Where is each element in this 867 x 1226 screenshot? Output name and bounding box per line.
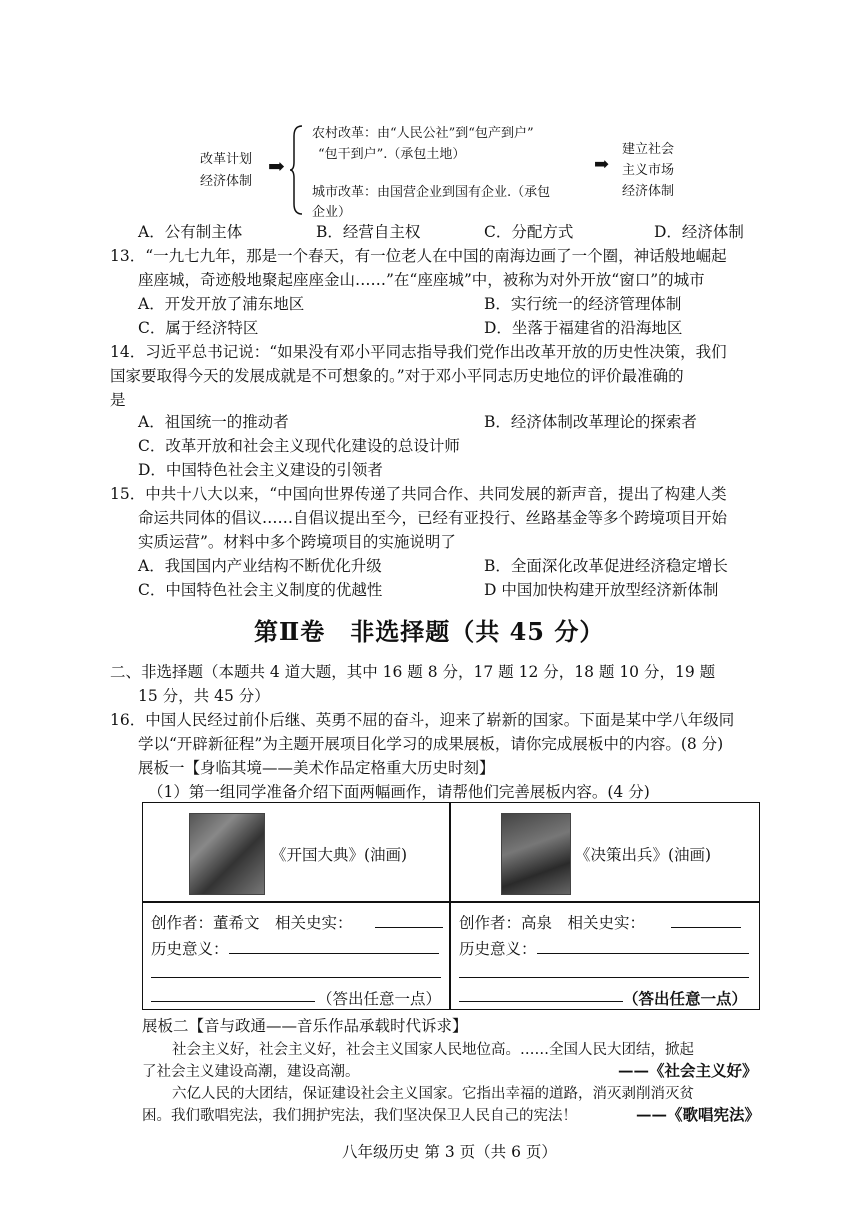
diagram-urban-2: 企业） <box>312 205 352 220</box>
fact-2-blank[interactable] <box>671 913 741 928</box>
diagram-rural-1: 农村改革：由“人民公社”到“包产到户” <box>312 126 534 141</box>
fact-1-blank[interactable] <box>375 913 443 928</box>
q15-line1: 15．中共十八大以来，“中国向世界传递了共同合作、共同发展的新声音，提出了构建人类 <box>110 485 727 503</box>
q16-board1: 展板一【身临其境——美术作品定格重大历史时刻】 <box>138 759 495 777</box>
meaning-1-blank[interactable] <box>229 939 439 954</box>
painting-1-title: 《开国大典》(油画) <box>271 846 408 864</box>
section-title: 第Ⅱ卷 非选择题（共 45 分） <box>254 617 605 646</box>
song1-line1: 社会主义好，社会主义好，社会主义国家人民地位高。……全国人民大团结，掀起 <box>172 1042 694 1058</box>
q15-option-d: D 中国加快构建开放型经济新体制 <box>484 581 719 599</box>
q12-option-d: D．经济体制 <box>654 223 744 241</box>
q13-option-d: D．坐落于福建省的沿海地区 <box>484 319 683 337</box>
q12-option-b: B．经营自主权 <box>316 223 421 241</box>
painting-table <box>142 802 760 1010</box>
note-2: （答出任意一点） <box>623 989 748 1008</box>
meaning-2-blank-3[interactable] <box>459 987 623 1002</box>
q15-option-a: A．我国国内产业结构不断优化升级 <box>138 557 382 575</box>
q14-option-c: C．改革开放和社会主义现代化建设的总设计师 <box>138 437 460 455</box>
q16-line1: 16．中国人民经过前仆后继、英勇不屈的奋斗，迎来了崭新的国家。下面是某中学八年级同 <box>110 711 735 729</box>
diagram-right-label-3: 经济体制 <box>622 184 675 199</box>
q14-option-d: D．中国特色社会主义建设的引领者 <box>138 461 383 479</box>
creator-1-label: 创作者：董希文 相关史实： <box>151 914 353 932</box>
q15-option-b: B．全面深化改革促进经济稳定增长 <box>484 557 728 575</box>
q12-option-c: C．分配方式 <box>484 223 574 241</box>
meaning-1-blank-2[interactable] <box>151 963 441 978</box>
song1-title: ——《社会主义好》 <box>618 1061 758 1080</box>
q14-line2: 国家要取得今天的发展成就是不可想象的。”对于邓小平同志历史地位的评价最准确的 <box>110 367 684 385</box>
q13-line2: 座座城，奇迹般地聚起座座金山……”在“座座城”中，被称为对外开放“窗口”的城市 <box>138 271 705 289</box>
q13-line1: 13．“一九七九年，那是一个春天，有一位老人在中国的南海边画了一个圈，神话般地崛起 <box>110 247 727 265</box>
page-footer: 八年级历史 第 3 页（共 6 页） <box>342 1143 557 1161</box>
diagram-urban-1: 城市改革：由国营企业到国有企业.（承包 <box>312 185 551 200</box>
diagram-right-label-1: 建立社会 <box>622 142 675 157</box>
diagram-right-label-2: 主义市场 <box>622 163 675 178</box>
q13-option-a: A．开发开放了浦东地区 <box>138 295 305 313</box>
meaning-2-blank-2[interactable] <box>459 963 749 978</box>
q16-sub1: （1）第一组同学准备介绍下面两幅画作，请帮他们完善展板内容。(4 分) <box>148 783 650 801</box>
arrow-right-icon: ➡ <box>594 154 610 175</box>
diagram-left-label-2: 经济体制 <box>200 174 253 189</box>
q13-option-b: B．实行统一的经济管理体制 <box>484 295 682 313</box>
meaning-1-blank-3[interactable] <box>151 987 315 1002</box>
meaning-2-label: 历史意义： <box>459 940 537 958</box>
q16-board2: 展板二【音与政通——音乐作品承载时代诉求】 <box>142 1017 468 1035</box>
q13-option-c: C．属于经济特区 <box>138 319 259 337</box>
diagram-left-label-1: 改革计划 <box>200 152 253 167</box>
song2-line2: 困。我们歌唱宪法，我们拥护宪法，我们坚决保卫人民自己的宪法！ <box>142 1108 577 1124</box>
q14-option-a: A．祖国统一的推动者 <box>138 413 289 431</box>
q15-line3: 实质运营”。材料中多个跨境项目的实施说明了 <box>138 533 456 551</box>
painting-2-title: 《决策出兵》(油画) <box>575 846 712 864</box>
note-1: （答出任意一点） <box>317 990 442 1008</box>
brace-icon <box>290 124 304 216</box>
meaning-2-blank[interactable] <box>537 939 749 954</box>
arrow-right-icon: ➡ <box>268 154 285 178</box>
song1-line2: 了社会主义建设高潮，建设高潮。 <box>142 1064 360 1080</box>
q15-line2: 命运共同体的倡议……自倡议提出至今，已经有亚投行、丝路基金等多个跨境项目开始 <box>138 509 728 527</box>
q14-option-b: B．经济体制改革理论的探索者 <box>484 413 697 431</box>
song2-line1: 六亿人民的大团结，保证建设社会主义国家。它指出幸福的道路，消灭剥削消灭贫 <box>172 1086 694 1102</box>
q14-line3: 是 <box>110 391 126 409</box>
section-intro-1: 二、非选择题（本题共 4 道大题，其中 16 题 8 分，17 题 12 分，18 题 10 分，19 题 <box>110 663 716 681</box>
painting-decision-image <box>501 813 571 895</box>
creator-2-label: 创作者：高泉 相关史实： <box>459 914 646 932</box>
painting-founding-ceremony-image <box>189 813 265 895</box>
diagram-rural-2: “包干到户”.（承包土地） <box>318 147 466 162</box>
q14-line1: 14．习近平总书记说：“如果没有邓小平同志指导我们党作出改革开放的历史性决策，我们 <box>110 343 727 361</box>
song2-title: ——《歌唱宪法》 <box>636 1105 761 1124</box>
q12-option-a: A．公有制主体 <box>138 223 243 241</box>
q16-line2: 学以“开辟新征程”为主题开展项目化学习的成果展板，请你完成展板中的内容。(8 分) <box>138 735 724 753</box>
q15-option-c: C．中国特色社会主义制度的优越性 <box>138 581 383 599</box>
section-intro-2: 15 分，共 45 分） <box>138 687 270 705</box>
meaning-1-label: 历史意义： <box>151 940 229 958</box>
